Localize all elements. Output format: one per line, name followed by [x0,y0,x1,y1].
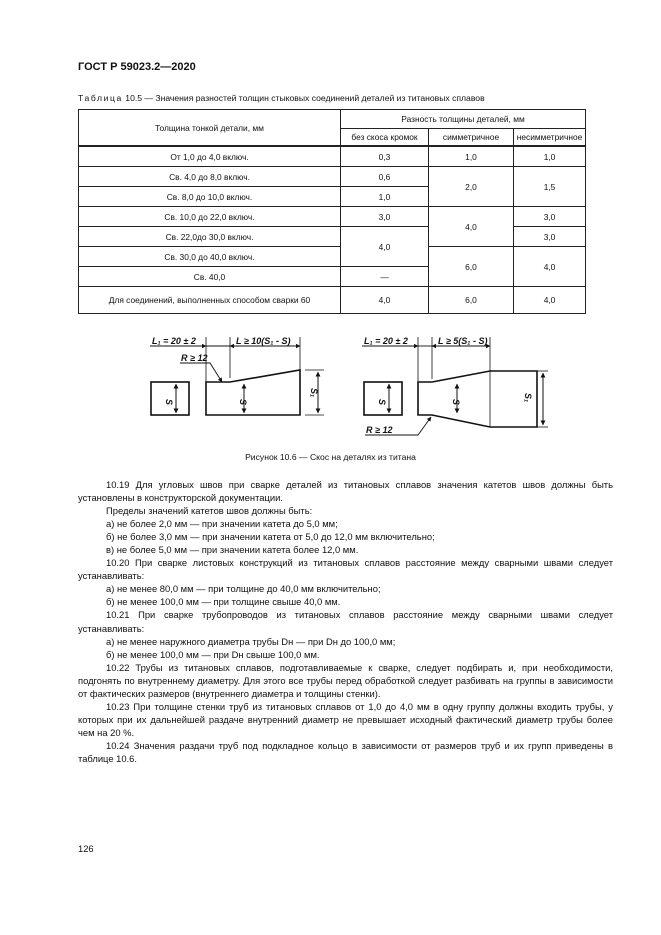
thickness-difference-table [78,109,586,314]
label-s1-right: S₁ [523,393,533,403]
table-caption [78,93,485,103]
cell-symmetric: 6,0 [429,247,514,287]
row-label: Св. 40,0 [79,267,341,287]
cell-no-bevel: 3,0 [341,207,429,227]
cell-asymmetric: 3,0 [514,227,586,247]
list-item: б) не менее 100,0 мм — при Dн свыше 100,0 мм. [106,648,320,660]
cell-no-bevel: 4,0 [341,227,429,267]
thick-part-beveled [418,371,537,427]
bevel-diagram-right [362,336,548,435]
cell-asymmetric: 3,0 [514,207,586,227]
cell-asymmetric: 1,0 [514,146,586,167]
paragraph: 10.24 Значения раздачи труб под подкладное кольцо в зависимости от размеров труб и их групп приведены в таблице 10.6. [78,739,613,764]
row-label: Св. 30,0 до 40,0 включ. [79,247,341,267]
row-label: Св. 10,0 до 22,0 включ. [79,207,341,227]
dim-l-right: L ≥ 5(S₁ - S) [438,336,488,346]
paragraph: 10.20 При сварке листовых конструкций из титановых сплавов расстояние между сварными швами следует устанавливать: [78,557,613,582]
cell-no-bevel: 0,3 [341,146,429,167]
header-asymmetric: несимметричное [514,129,586,147]
table-row [79,146,586,167]
dim-l1-right: L₁ = 20 ± 2 [364,336,408,346]
header-thin-part: Толщина тонкой детали, мм [79,110,341,147]
row-label: Св. 22,0до 30,0 включ. [79,227,341,247]
dim-r-right: R ≥ 12 [366,425,393,435]
label-s-right: S [451,399,461,406]
list-item: а) не менее наружного диаметра трубы Dн — при Dн до 100,0 мм; [106,635,396,647]
header-symmetric: симметричное [429,129,514,147]
paragraph: 10.21 При сварке трубопроводов из титановых сплавов расстояние между сварными швами следует устанавливать: [78,609,613,634]
cell-no-bevel: 4,0 [341,287,429,314]
cell-asymmetric: 1,5 [514,167,586,207]
list-item: а) не менее 80,0 мм — при толщине до 40,0 мм включительно; [106,583,381,595]
cell-symmetric: 6,0 [429,287,514,314]
body-text [78,478,613,765]
header-difference: Разность толщины деталей, мм [341,110,586,129]
list-item: б) не менее 100,0 мм — при толщине свыше 40,0 мм. [106,596,341,608]
label-s-left-thin: S [164,399,174,406]
table-caption-text: 10.5 — Значения разностей толщин стыковых соединений деталей из титановых сплавов [122,93,485,103]
thick-part-beveled [206,370,300,415]
bevel-figure [0,325,661,445]
row-label: Для соединений, выполненных способом сварки 60 [79,287,341,314]
table-row [79,247,586,267]
table-caption-prefix: Таблица [78,93,123,103]
page-number: 126 [78,843,94,854]
table-row [79,207,586,227]
paragraph: 10.23 При толщине стенки труб из титановых сплавов от 1,0 до 4,0 мм в одну группу должны входить трубы, у которых при их дальнейшей раздаче внутренний диаметр не превышает исходный фактический диаметр трубы более чем на 20 %. [78,700,613,738]
dim-l-left: L ≥ 10(S₁ - S) [236,336,291,346]
cell-symmetric: 4,0 [429,207,514,247]
label-s-right-thin: S [377,399,387,406]
document-header: ГОСТ Р 59023.2—2020 [78,61,196,73]
table-row [79,287,586,314]
paragraph: Пределы значений катетов швов должны быть: [106,505,313,517]
cell-symmetric: 1,0 [429,146,514,167]
row-label: От 1,0 до 4,0 включ. [79,146,341,167]
dim-r-left: R ≥ 12 [181,353,208,363]
cell-asymmetric: 4,0 [514,247,586,287]
label-s1-left: S₁ [309,388,319,398]
cell-asymmetric: 4,0 [514,287,586,314]
list-item: б) не более 3,0 мм — при значении катета от 5,0 до 12,0 мм включительно; [106,531,435,543]
bevel-diagram-left [150,336,324,415]
cell-no-bevel: — [341,267,429,287]
paragraph: 10.22 Трубы из титановых сплавов, подготавливаемые к сварке, следует подбирать и, при необходимости, подгонять по внутреннему диаметру. Для этого все трубы перед обработкой следует разбивать на группы в зависимости от фактических размеров (внутреннего диаметра и толщины стенки). [78,661,613,699]
header-no-bevel: без скоса кромок [341,129,429,147]
paragraph: 10.19 Для угловых швов при сварке деталей из титановых сплавов значения катетов швов должны быть установлены в конструкторской документации. [78,479,613,504]
list-item: а) не более 2,0 мм — при значении катета до 5,0 мм; [106,518,338,530]
label-s-left: S [238,399,248,406]
cell-no-bevel: 0,6 [341,167,429,187]
cell-symmetric: 2,0 [429,167,514,207]
row-label: Св. 8,0 до 10,0 включ. [79,187,341,207]
list-item: в) не более 5,0 мм — при значении катета более 12,0 мм. [106,544,359,556]
table-row [79,167,586,187]
figure-caption: Рисунок 10.6 — Скос на деталях из титана [245,452,416,462]
dim-l1-left: L₁ = 20 ± 2 [152,336,196,346]
row-label: Св. 4,0 до 8,0 включ. [79,167,341,187]
cell-no-bevel: 1,0 [341,187,429,207]
